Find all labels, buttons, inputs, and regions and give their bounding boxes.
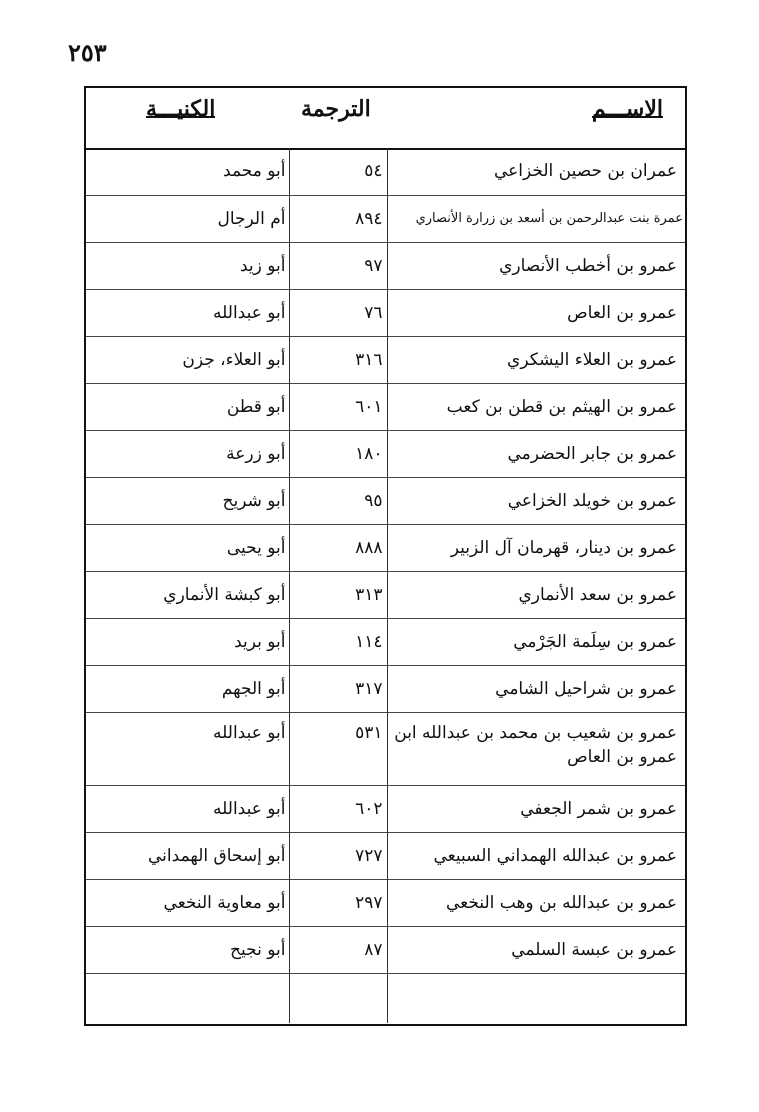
cell-kunya: أبو عبدالله	[86, 289, 289, 336]
cell-name: عمرو بن شعيب بن محمد بن عبدالله ابن عمرو بن العاص	[387, 712, 685, 785]
table-row	[86, 383, 685, 430]
cell-kunya: أبو عبدالله	[86, 785, 289, 832]
cell-name: عمرو بن خويلد الخزاعي	[387, 477, 685, 524]
cell-num: ١١٤	[289, 618, 387, 665]
cell-num: ٥٤	[289, 148, 387, 195]
cell-name: عمرو بن العاص	[387, 289, 685, 336]
cell-kunya: أم الرجال	[86, 195, 289, 242]
cell-name: عمرو بن العلاء اليشكري	[387, 336, 685, 383]
cell-kunya: أبو شريح	[86, 477, 289, 524]
cell-kunya: أبو العلاء، جزن	[86, 336, 289, 383]
cell-kunya: أبو معاوية النخعي	[86, 879, 289, 926]
table-row	[86, 336, 685, 383]
cell-name: عمرو بن الهيثم بن قطن بن كعب	[387, 383, 685, 430]
cell-name: عمرو بن سِلَمة الجَرْمي	[387, 618, 685, 665]
cell-name: عمرو بن سعد الأنماري	[387, 571, 685, 618]
cell-kunya: أبو الجهم	[86, 665, 289, 712]
cell-num: ٧٢٧	[289, 832, 387, 879]
cell-num: ٢٩٧	[289, 879, 387, 926]
cell-name: عمرو بن عبسة السلمي	[387, 926, 685, 973]
narrators-table	[86, 148, 685, 1023]
header-kunya: الكنيـــة	[146, 96, 216, 122]
table-row	[86, 289, 685, 336]
table-row	[86, 785, 685, 832]
cell-empty	[387, 973, 685, 1023]
table-row	[86, 571, 685, 618]
cell-num: ٨٧	[289, 926, 387, 973]
table-row-empty	[86, 973, 685, 1023]
cell-num: ٦٠٢	[289, 785, 387, 832]
table-row	[86, 524, 685, 571]
cell-name: عمرو بن أخطب الأنصاري	[387, 242, 685, 289]
cell-num: ٦٠١	[289, 383, 387, 430]
cell-num: ٥٣١	[289, 712, 387, 785]
table-header	[86, 88, 685, 150]
cell-name: عمرو بن جابر الحضرمي	[387, 430, 685, 477]
page-number: ٢٥٣	[68, 38, 107, 67]
cell-kunya: أبو كبشة الأنماري	[86, 571, 289, 618]
table-row	[86, 926, 685, 973]
table-row	[86, 242, 685, 289]
cell-empty	[86, 973, 289, 1023]
cell-name: عمرو بن شراحيل الشامي	[387, 665, 685, 712]
table-row	[86, 148, 685, 195]
cell-num: ٩٥	[289, 477, 387, 524]
cell-name: عمرو بن عبدالله بن وهب النخعي	[387, 879, 685, 926]
table-row	[86, 477, 685, 524]
cell-num: ٣١٦	[289, 336, 387, 383]
table-row	[86, 430, 685, 477]
table-frame	[84, 86, 687, 1026]
cell-kunya: أبو زيد	[86, 242, 289, 289]
cell-kunya: أبو زرعة	[86, 430, 289, 477]
cell-name: عمرو بن عبدالله الهمداني السبيعي	[387, 832, 685, 879]
cell-name: عمرة بنت عبدالرحمن بن أسعد بن زرارة الأنصاري	[387, 195, 685, 242]
cell-num: ٧٦	[289, 289, 387, 336]
cell-name: عمران بن حصين الخزاعي	[387, 148, 685, 195]
header-tarjama: الترجمة	[301, 96, 371, 122]
cell-name: عمرو بن دينار، قهرمان آل الزبير	[387, 524, 685, 571]
table-row	[86, 665, 685, 712]
cell-kunya: أبو إسحاق الهمداني	[86, 832, 289, 879]
cell-num: ٨٨٨	[289, 524, 387, 571]
cell-kunya: أبو يحيى	[86, 524, 289, 571]
cell-num: ٨٩٤	[289, 195, 387, 242]
cell-kunya: أبو عبدالله	[86, 712, 289, 785]
cell-kunya: أبو قطن	[86, 383, 289, 430]
table-row	[86, 712, 685, 785]
header-name: الاســـم	[591, 96, 663, 122]
cell-num: ١٨٠	[289, 430, 387, 477]
cell-num: ٣١٣	[289, 571, 387, 618]
cell-name: عمرو بن شمر الجعفي	[387, 785, 685, 832]
table-row	[86, 879, 685, 926]
cell-kunya: أبو نجيح	[86, 926, 289, 973]
cell-kunya: أبو محمد	[223, 161, 286, 182]
cell-empty	[289, 973, 387, 1023]
cell-num: ٩٧	[289, 242, 387, 289]
cell-kunya: أبو بريد	[86, 618, 289, 665]
table-row	[86, 618, 685, 665]
cell-num: ٣١٧	[289, 665, 387, 712]
table-row	[86, 832, 685, 879]
table-row	[86, 195, 685, 242]
